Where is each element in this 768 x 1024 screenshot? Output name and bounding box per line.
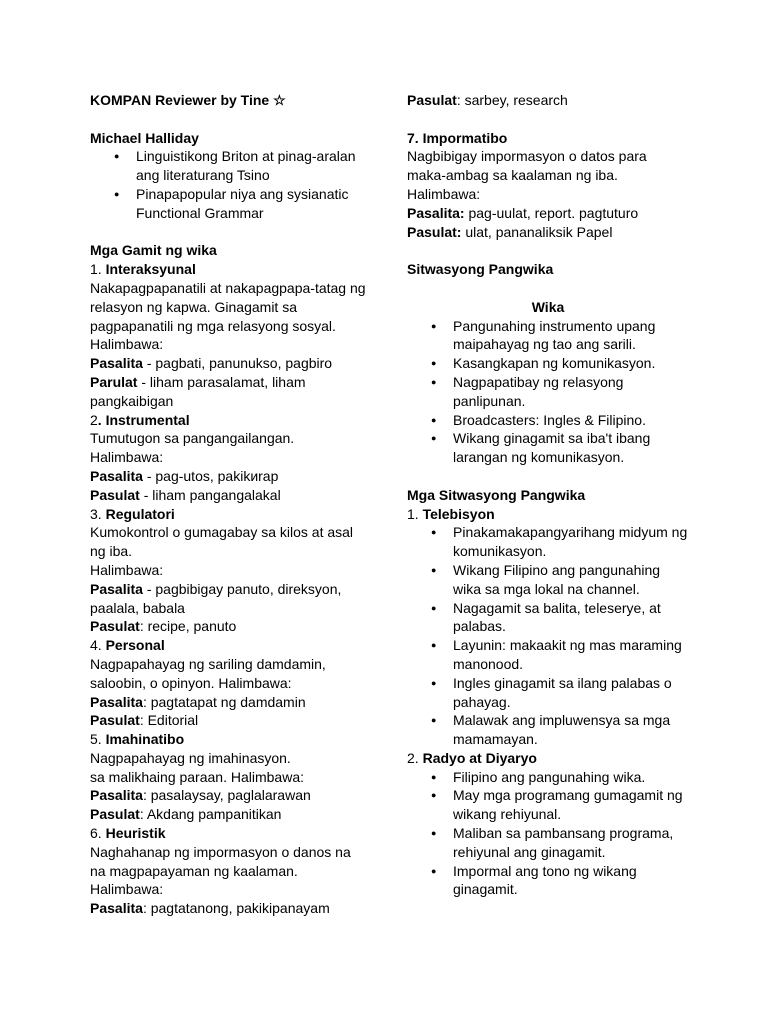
list-item: ● Wikang Filipino ang pangunahing wika sa mga lokal na channel. bbox=[407, 561, 689, 599]
imahinatibo-pasalita: Pasalita: pasalaysay, paglalarawan bbox=[90, 787, 311, 804]
halimbawa-label: Halimbawa: bbox=[90, 561, 164, 578]
instrumental-heading: 2. Instrumental bbox=[90, 411, 190, 428]
telebisyon-heading: 1. Telebisyon bbox=[407, 505, 495, 522]
wika-list bbox=[407, 317, 689, 467]
heuristik-heading: 6. Heuristik bbox=[90, 825, 166, 842]
imahinatibo-pasulat: Pasulat: Akdang pampanitikan bbox=[90, 806, 282, 823]
interaksyunal-parulat: Parulat - liham parasalamat, liham pangkaibigan bbox=[90, 373, 306, 409]
impormatibo-desc: Nagbibigay impormasyon o datos para maka-ambag sa kaalaman ng iba. bbox=[407, 148, 647, 184]
instrumental-desc: Tumutugon sa pangangailangan. bbox=[90, 430, 295, 447]
personal-pasulat: Pasulat: Editorial bbox=[90, 712, 199, 729]
right-column bbox=[407, 91, 689, 899]
list-item: ● Wikang ginagamit sa iba't ibang larangan ng komunikasyon. bbox=[407, 429, 689, 467]
halimbawa-label: Halimbawa: bbox=[90, 881, 164, 898]
imahinatibo-desc: Nagpapahayag ng imahinasyon. bbox=[90, 749, 291, 766]
regulatori-pasalita: Pasalita - pagbibigay panuto, direksyon, paalala, babala bbox=[90, 580, 342, 616]
wika-heading: Wika bbox=[531, 298, 565, 315]
list-item: ● Nagpapatibay ng relasyong panlipunan. bbox=[407, 373, 689, 411]
personal-pasalita: Pasalita: pagtatapat ng damdamin bbox=[90, 693, 306, 710]
heuristik-desc: Naghahanap ng impormasyon o danos na na magpapayaman ng kaalaman. bbox=[90, 843, 351, 879]
imahinatibo-heading: 5. Imahinatibo bbox=[90, 731, 185, 748]
instrumental-pasalita: Pasalita - pag-utos, pakikиrap bbox=[90, 467, 279, 484]
list-item: ● Maliban sa pambansang programa, rehiyunal ang ginagamit. bbox=[407, 824, 689, 862]
gamit-heading: Mga Gamit ng wika bbox=[90, 242, 217, 259]
personal-desc: Nagpapahayag ng sariling damdamin, saloobin, o opinyon. Halimbawa: bbox=[90, 655, 326, 691]
telebisyon-list bbox=[407, 523, 689, 749]
regulatori-heading: 3. Regulatori bbox=[90, 505, 175, 522]
regulatori-pasulat: Pasulat: recipe, panuto bbox=[90, 618, 237, 635]
list-item: ● Impormal ang tono ng wikang ginagamit. bbox=[407, 862, 689, 900]
list-item: ● Malawak ang impluwensya sa mga mamamayan. bbox=[407, 711, 689, 749]
heuristik-pasulat: Pasulat: sarbey, research bbox=[407, 92, 568, 108]
list-item: ● Nagagamit sa balita, teleserye, at palabas. bbox=[407, 599, 689, 637]
interaksyunal-pasalita: Pasalita - pagbati, panunukso, pagbiro bbox=[90, 355, 333, 372]
list-item: ● Pangunahing instrumento upang maipahayag ng tao ang sarili. bbox=[407, 317, 689, 355]
halimbawa-label: Halimbawa: bbox=[90, 336, 164, 353]
interaksyunal-desc: Nakapagpapanatili at nakapagpapa-tatag ng relasyon ng kapwa. Ginagamit sa pagpapanatili ng mga relasyong sosyal. bbox=[90, 279, 366, 334]
halimbawa-label: Halimbawa: bbox=[90, 449, 164, 466]
mga-sitwasyon-heading: Mga Sitwasyong Pangwika bbox=[407, 486, 586, 503]
list-item: ● Ingles ginagamit sa ilang palabas o pahayag. bbox=[407, 674, 689, 712]
sitwasyon-heading: Sitwasyong Pangwika bbox=[407, 261, 554, 278]
list-item: ● Pinapapopular niya ang sysianatic Functional Grammar bbox=[90, 185, 368, 223]
radyo-heading: 2. Radyo at Diyaryo bbox=[407, 749, 537, 766]
regulatori-desc: Kumokontrol o gumagabay sa kilos at asal ng iba. bbox=[90, 524, 354, 560]
document-title: KOMPAN Reviewer by Tine ☆ bbox=[90, 92, 286, 108]
halliday-heading: Michael Halliday bbox=[90, 129, 199, 146]
list-item: ● Broadcasters: Ingles & Filipino. bbox=[407, 411, 689, 430]
impormatibo-heading: 7. Impormatibo bbox=[407, 129, 508, 146]
imahinatibo-desc-2: sa malikhaing paraan. Halimbawa: bbox=[90, 768, 304, 785]
personal-heading: 4. Personal bbox=[90, 637, 165, 654]
left-column bbox=[90, 91, 368, 918]
impormatibo-pasulat: Pasulat: ulat, pananaliksik Papel bbox=[407, 223, 613, 240]
radyo-list bbox=[407, 768, 689, 900]
list-item: ● Kasangkapan ng komunikasyon. bbox=[407, 354, 689, 373]
heuristik-pasalita: Pasalita: pagtatanong, pakikipanayam bbox=[90, 900, 330, 917]
halliday-list bbox=[90, 147, 368, 222]
list-item: ● May mga programang gumagamit ng wikang rehiyunal. bbox=[407, 786, 689, 824]
list-item: ● Pinakamakapangyarihang midyum ng komunikasyon. bbox=[407, 523, 689, 561]
list-item: ● Linguistikong Briton at pinag-aralan ang literaturang Tsino bbox=[90, 147, 368, 185]
interaksyunal-heading: 1. Interaksyunal bbox=[90, 261, 196, 278]
list-item: ● Layunin: makaakit ng mas maraming manonood. bbox=[407, 636, 689, 674]
instrumental-pasulat: Pasulat - liham pangangalakal bbox=[90, 486, 281, 503]
list-item: ● Filipino ang pangunahing wika. bbox=[407, 768, 689, 787]
impormatibo-pasalita: Pasalita: pag-uulat, report. pagtuturo bbox=[407, 204, 639, 221]
halimbawa-label: Halimbawa: bbox=[407, 185, 481, 202]
